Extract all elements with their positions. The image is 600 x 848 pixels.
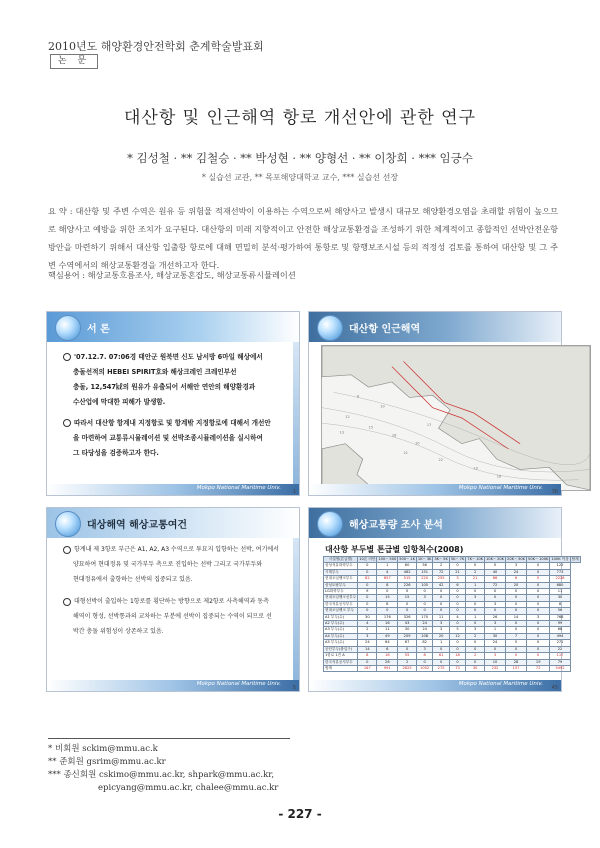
table-cell: 60 [398, 563, 417, 569]
footer-text: Mokpo National Maritime Univ. [458, 485, 543, 491]
row-label: A3 부두(수) [324, 627, 358, 633]
row-label: 삼성석유화학부두 [324, 563, 358, 569]
table-cell: 9 [358, 589, 377, 595]
table-cell: 0 [466, 601, 485, 607]
slide-traffic-volume-analysis [308, 507, 579, 692]
table-cell: 0 [466, 621, 485, 627]
table-cell: 1 [377, 563, 398, 569]
table-cell: 2228 [550, 576, 570, 582]
table-cell: 176 [377, 614, 398, 620]
circle-bullet-icon [63, 419, 71, 427]
table-cell: 122 [550, 563, 570, 569]
table-row [324, 665, 581, 671]
footer-text: Mokpo National Maritime Univ. [458, 681, 543, 687]
table-cell: 22 [550, 646, 570, 652]
row-label: A4 부두(수) [324, 633, 358, 639]
affiliation: * 실습선 교관, ** 목포해양대학교 교수, *** 실습선 선장 [201, 173, 399, 182]
table-cell: 117 [550, 653, 570, 659]
table-cell: 0 [506, 646, 527, 652]
svg-text:13: 13 [339, 430, 344, 435]
table-cell: 0 [485, 646, 506, 652]
table-cell: 7 [506, 633, 527, 639]
table-cell: 6 [377, 646, 398, 652]
bullet-line: 충돌, 12,547㎘의 원유가 유출되어 서해안 연안의 해양환경과 [73, 383, 256, 391]
table-cell: 72 [527, 665, 550, 671]
table-cell: 8 [377, 601, 398, 607]
slide-traffic-conditions [46, 507, 300, 692]
row-label: 시계부두 [324, 569, 358, 575]
bullet-line: 항계내 제 3항로 부근은 A1, A2, A3 수역으로 투묘지 입항하는 선박, 여기에서 [74, 546, 279, 553]
slide-introduction [46, 311, 300, 496]
table-cell: 24 [416, 627, 432, 633]
table-cell: 3 [485, 621, 506, 627]
table-cell: 64 [377, 640, 398, 646]
row-label: LG화학부두 [324, 589, 358, 595]
page-number: - 227 - [278, 807, 322, 821]
table-cell: 18 [377, 653, 398, 659]
table-cell: 209 [398, 633, 417, 639]
arrival-count-table [323, 556, 581, 672]
table-cell: 86 [485, 576, 506, 582]
bullet-line: 수산업에 막대한 피해가 발생함. [73, 398, 166, 406]
slide-page-number: 45 [551, 685, 558, 691]
table-cell: 167 [358, 665, 377, 671]
row-label: 한국석유공사부두 [324, 601, 358, 607]
bullet-line: 따라서 대산항 항계내 지정항로 및 항계밖 지정항로에 대해서 개선안 [74, 419, 271, 427]
table-cell: 0 [466, 608, 485, 614]
table-cell: 275 [433, 665, 449, 671]
table-cell: 0 [466, 563, 485, 569]
table-cell: 3 [466, 627, 485, 633]
table-cell: 271 [550, 640, 570, 646]
table-cell: 0 [416, 589, 432, 595]
table-cell: 24 [485, 640, 506, 646]
row-label: 1항로 1진 A [324, 653, 358, 659]
footer-text: Mokpo National Maritime Univ. [196, 681, 281, 687]
table-cell: 26 [485, 614, 506, 620]
table-cell: 0 [527, 569, 550, 575]
slide-page-number: 5 [292, 685, 296, 691]
abstract: 요 약 : 대산항 및 주변 수역은 원유 등 위험물 적재선박이 이용하는 수역으로써 해양사고 발생시 대규모 해양환경오염을 초래할 위험이 높으므로 해양사고 예방을 위한 조치가 요구된다. 대산항의 미래 지향적이고 안전한 해상교통환경을 조성하기 위한 체계적이고 종합적인 선박안전운항 방안을 마련하기 위해서 대산항 입출항 항로에 대해 면밀히 분석·평가하여 통항로 및 항행보조시설 등의 적정성 검토를 통하여 대산항 및 그 주변 수역에서의 해상교통환경을 개선하고자 한다. [48, 206, 558, 270]
table-cell: 11 [433, 614, 449, 620]
table-cell: 99 [550, 621, 570, 627]
table-cell: 3 [358, 633, 377, 639]
table-cell: 1 [485, 627, 506, 633]
slide-bullet-2 [63, 416, 293, 461]
table-header-row [324, 557, 581, 563]
column-header: 10톤 미만 [359, 557, 376, 561]
table-cell: 0 [358, 563, 377, 569]
slide-footer [47, 484, 299, 495]
svg-text:15: 15 [368, 425, 374, 430]
table-cell: 0 [416, 601, 432, 607]
svg-text:21: 21 [403, 451, 409, 455]
column-header: 1K~ 3K [417, 557, 432, 561]
table-cell: 14 [358, 646, 377, 652]
table-cell: 40 [485, 569, 506, 575]
slide-title: 해상교통량 조사 분석 [349, 520, 443, 531]
table-cell: 0 [416, 659, 432, 665]
table-cell: 0 [449, 621, 465, 627]
column-header: 5K~ 7K [450, 557, 465, 561]
table-cell: 20 [506, 582, 527, 588]
table-cell: 2 [466, 633, 485, 639]
globe-icon [55, 511, 81, 537]
table-cell: 6 [506, 576, 527, 582]
table-cell: 0 [358, 569, 377, 575]
table-cell: 0 [449, 646, 465, 652]
bullet-line: 을 마련하여 교통류시뮬레이션 및 선박조종시뮬레이션을 실시하여 [73, 434, 263, 442]
globe-icon [55, 315, 81, 341]
table-cell: 30 [485, 633, 506, 639]
table-cell: 226 [398, 582, 417, 588]
keywords: 핵심용어 : 해상교통흐름조사, 해상교통혼잡도, 해상교통류시뮬레이션 [48, 270, 296, 280]
table-cell: 1 [466, 614, 485, 620]
row-label: A5 부두(수) [324, 640, 358, 646]
author-list: * 김성철 · ** 김철승 · ** 박성현 · ** 양형선 · ** 이창희 · *** 임긍수 [127, 151, 473, 165]
table-cell: 24 [416, 621, 432, 627]
table-cell: 0 [398, 601, 417, 607]
table-cell: 28 [506, 659, 527, 665]
circle-bullet-icon [63, 546, 71, 554]
table-cell: 0 [506, 653, 527, 659]
svg-text:16: 16 [496, 474, 502, 479]
slide-title: 대상해역 해상교통여건 [87, 520, 188, 531]
table-body [324, 563, 581, 672]
table-cell: 30 [550, 595, 570, 601]
bullet-line: '07.12.7. 07:06경 태안군 원북면 신도 남서방 6마일 해상에서 [74, 353, 263, 361]
table-cell: 0 [527, 601, 550, 607]
table-cell: 20 [433, 633, 449, 639]
table-cell: 26 [377, 659, 398, 665]
table-cell: 15 [377, 595, 398, 601]
table-cell: 30 [358, 614, 377, 620]
column-header: 100K 이상 [551, 557, 569, 561]
column-header: 3K~ 5K [434, 557, 448, 561]
table-cell: 6 [449, 582, 465, 588]
table-cell: 0 [433, 589, 449, 595]
table-cell: 14 [506, 614, 527, 620]
table-cell: 0 [449, 563, 465, 569]
table-cell: 0 [466, 646, 485, 652]
table-cell: 462 [398, 569, 417, 575]
table-cell: 0 [358, 595, 377, 601]
table-cell: 3 [416, 595, 432, 601]
slide-title: 서 론 [87, 324, 110, 335]
table-cell: 0 [466, 589, 485, 595]
table-cell: 8 [358, 653, 377, 659]
table-cell: 0 [527, 563, 550, 569]
table-cell: 494 [550, 633, 570, 639]
slide-footer [309, 484, 561, 495]
table-cell: 1052 [416, 665, 432, 671]
svg-text:19: 19 [473, 466, 478, 471]
table-cell: 15 [398, 595, 417, 601]
table-cell: 11 [550, 589, 570, 595]
table-cell: 0 [398, 608, 417, 614]
table-cell: 3 [449, 576, 465, 582]
row-label: A2 부두(수) [324, 621, 358, 627]
table-cell: 3 [485, 601, 506, 607]
table-cell: 0 [433, 595, 449, 601]
table-cell: 21 [466, 576, 485, 582]
table-cell: 170 [416, 614, 432, 620]
table-cell: 4 [358, 621, 377, 627]
footnote-4: epicyang@mmu.ac.kr, chalee@mmu.ac.kr [98, 783, 279, 793]
bullet-line: 충돌선적의 HEBEI SPIRIT호와 해상크레인 크레인부선 [73, 368, 237, 376]
table-cell: 56 [550, 608, 570, 614]
table-cell: 0 [358, 582, 377, 588]
column-header: 500~ 1K [399, 557, 415, 561]
table-cell: 82 [416, 640, 432, 646]
footnote-1: * 비회원 sckim@mmu.ac.k [48, 744, 158, 754]
table-cell: 56 [416, 563, 432, 569]
table-cell: 3 [527, 614, 550, 620]
table-cell: 43 [398, 621, 417, 627]
table-cell: 991 [377, 665, 398, 671]
table-cell: 72 [433, 569, 449, 575]
table-cell: 16 [377, 621, 398, 627]
table-cell: 18 [449, 653, 465, 659]
table-cell: 2 [433, 563, 449, 569]
table-cell: 10 [485, 659, 506, 665]
table-cell: 0 [485, 563, 506, 569]
table-cell: 773 [550, 569, 570, 575]
bullet-line: 현대정유에서 출항하는 선박의 집중되고 있음. [73, 576, 193, 583]
table-cell: 0 [527, 582, 550, 588]
table-cell: 0 [506, 608, 527, 614]
globe-icon [317, 511, 343, 537]
table-cell: 0 [506, 601, 527, 607]
table-cell: 8 [377, 582, 398, 588]
table-cell: 3 [416, 646, 432, 652]
table-cell: 0 [449, 659, 465, 665]
table-cell: 0 [527, 633, 550, 639]
table-cell: 3 [433, 627, 449, 633]
row-label: A1 부두(수) [324, 614, 358, 620]
row-label: 현대오일뱅크부두 [324, 576, 358, 582]
table-cell: 326 [398, 614, 417, 620]
slide-page-number: 36 [551, 489, 558, 495]
conference-name: 2010년도 해양환경안전학회 춘계학술발표회 [48, 40, 264, 53]
table-cell: 30 [466, 665, 485, 671]
table-cell: 151 [416, 569, 432, 575]
table-cell: 24 [358, 640, 377, 646]
table-cell: 0 [398, 646, 417, 652]
table-cell: 2825 [398, 665, 417, 671]
table-cell: 3 [485, 653, 506, 659]
column-header: 20K~ 50K [507, 557, 526, 561]
svg-text:20: 20 [415, 441, 420, 446]
footnote-2: ** 준회원 gsrim@mmu.ac.kr [48, 757, 166, 767]
row-label: 합계 [324, 665, 358, 671]
table-cell: 0 [527, 589, 550, 595]
slide-nearby-waters [308, 311, 562, 496]
table-cell: 0 [449, 589, 465, 595]
row-label: 공단부두(출입구) [324, 646, 358, 652]
slide-footer [47, 680, 299, 691]
table-cell: 0 [449, 601, 465, 607]
table-cell: 12 [449, 633, 465, 639]
table-cell: 0 [433, 659, 449, 665]
table-cell: 0 [433, 601, 449, 607]
table-cell: 0 [466, 659, 485, 665]
table-cell: 0 [433, 608, 449, 614]
table-cell: 0 [506, 595, 527, 601]
table-cell: 3 [506, 563, 527, 569]
bullet-line: 대형선박이 출입하는 1항로를 횡단하는 방향으로 제2항로 사측해역과 동측 [74, 598, 269, 605]
table-cell: 0 [485, 589, 506, 595]
table-cell: 2 [358, 627, 377, 633]
table-cell: 1 [433, 640, 449, 646]
slide-title: 대산항 인근해역 [349, 324, 421, 335]
table-cell: 49 [377, 633, 398, 639]
svg-text:12: 12 [345, 415, 350, 419]
table-cell: 0 [358, 608, 377, 614]
table-cell: 24 [506, 569, 527, 575]
svg-text:10: 10 [380, 404, 385, 409]
table-cell: 19 [527, 659, 550, 665]
paper-title: 대산항 및 인근해역 항로 개선안에 관한 연구 [123, 108, 477, 128]
table-cell: 857 [377, 576, 398, 582]
paper-type-badge: 논 문 [50, 54, 98, 69]
table-cell: 11 [377, 627, 398, 633]
table-cell: 8 [416, 653, 432, 659]
table-cell: 0 [506, 621, 527, 627]
table-cell: 0 [527, 640, 550, 646]
bullet-line: 해역이 형성, 선박통과의 교차하는 부분에 선박이 집중되는 수역이 되므로 선 [73, 613, 272, 620]
slide-bullet-1 [63, 542, 295, 587]
table-cell: 0 [485, 608, 506, 614]
table-cell: 0 [433, 646, 449, 652]
svg-text:17: 17 [426, 423, 432, 428]
table-cell: 0 [449, 608, 465, 614]
table-cell: 0 [506, 627, 527, 633]
table-cell: 5 [506, 640, 527, 646]
circle-bullet-icon [63, 598, 71, 606]
table-cell: 0 [449, 640, 465, 646]
table-cell: 72 [485, 582, 506, 588]
table-cell: 30 [398, 627, 417, 633]
table-cell: 255 [433, 576, 449, 582]
table-cell: 0 [527, 576, 550, 582]
table-cell: 68 [550, 627, 570, 633]
table-cell: 0 [416, 608, 432, 614]
table-cell: 61 [433, 653, 449, 659]
table-title: 대산항 부두별 톤급별 입항척수(2008) [325, 545, 464, 554]
table-cell: 5492 [550, 665, 570, 671]
row-label: 현대오일뱅크신부두 [325, 595, 357, 600]
slide-bullet-1 [63, 350, 293, 410]
table-cell: 21 [449, 569, 465, 575]
table-cell: 0 [358, 601, 377, 607]
table-cell: 8 [550, 601, 570, 607]
table-cell: 0 [527, 627, 550, 633]
table-cell: 0 [506, 589, 527, 595]
bullet-line: 그 타당성을 검증하고자 한다. [73, 449, 159, 457]
bullet-line: 박간 충돌 위험성이 상존하고 있음. [73, 628, 164, 635]
table-cell: 0 [377, 608, 398, 614]
table-cell: 0 [398, 589, 417, 595]
table-cell: 0 [466, 640, 485, 646]
table-cell: 108 [416, 633, 432, 639]
table-cell: 680 [550, 582, 570, 588]
table-cell: 79 [550, 659, 570, 665]
slide-side-bar [293, 342, 299, 484]
table-cell: 2 [466, 653, 485, 659]
table-cell: 73 [449, 665, 465, 671]
column-header: 100~ 500 [378, 557, 397, 561]
globe-icon [317, 315, 343, 341]
column-header: 7K~ 10K [467, 557, 484, 561]
table-cell: 0 [527, 595, 550, 601]
table-cell: 4 [449, 614, 465, 620]
table-cell: 0 [377, 589, 398, 595]
table-cell: 4 [377, 569, 398, 575]
row-label: 삼성토탈부두 [324, 582, 358, 588]
table-cell: 67 [398, 640, 417, 646]
slide-banner [309, 312, 561, 342]
table-cell: 0 [527, 608, 550, 614]
table-cell: 0 [527, 653, 550, 659]
slide-banner [47, 312, 299, 342]
svg-text:18: 18 [391, 433, 397, 438]
column-header: 합계 [571, 557, 579, 561]
column-header: 10K~ 20K [486, 557, 505, 561]
table-cell: 232 [485, 665, 506, 671]
table-cell: 0 [449, 595, 465, 601]
slide-bullet-2 [63, 594, 295, 639]
table-cell: 1 [466, 582, 485, 588]
circle-bullet-icon [63, 353, 71, 361]
table-cell: 515 [398, 576, 417, 582]
footnote-3: *** 종신회원 cskimo@mmu.ac.kr, shpark@mmu.ac.kr, [48, 770, 275, 780]
column-header: 시설명(톤급별) [324, 557, 358, 563]
footnote-rule [48, 738, 290, 739]
table-cell: 157 [506, 665, 527, 671]
bullet-line: 양묘하여 현대정유 및 국가부두 측으로 진입하는 선박 그리고 국가부두와 [73, 561, 263, 568]
table-cell: 2 [466, 569, 485, 575]
row-label: 한국석유공사부두 [324, 659, 358, 665]
slide-page-number: 1 [292, 489, 296, 495]
table-cell: 3 [433, 621, 449, 627]
nautical-chart-map [321, 345, 591, 491]
svg-text:8: 8 [356, 394, 360, 399]
column-header: 50K~ 100K [528, 557, 549, 561]
table-cell: 768 [550, 614, 570, 620]
table-cell: 0 [527, 646, 550, 652]
table-cell: 55 [398, 653, 417, 659]
table-cell: 220 [416, 576, 432, 582]
table-cell: 5 [449, 627, 465, 633]
table-cell: 0 [527, 621, 550, 627]
table-cell: 42 [433, 582, 449, 588]
footer-text: Mokpo National Maritime Univ. [196, 485, 281, 491]
table-cell: 2 [398, 659, 417, 665]
row-label: 현대오일뱅크 부두 [324, 608, 358, 614]
svg-text:22: 22 [438, 458, 443, 463]
table-cell: 82 [358, 576, 377, 582]
table-cell: 0 [485, 595, 506, 601]
slide-footer [309, 680, 561, 691]
table-cell: 105 [416, 582, 432, 588]
table-cell: 3 [466, 595, 485, 601]
table-cell: 0 [358, 659, 377, 665]
